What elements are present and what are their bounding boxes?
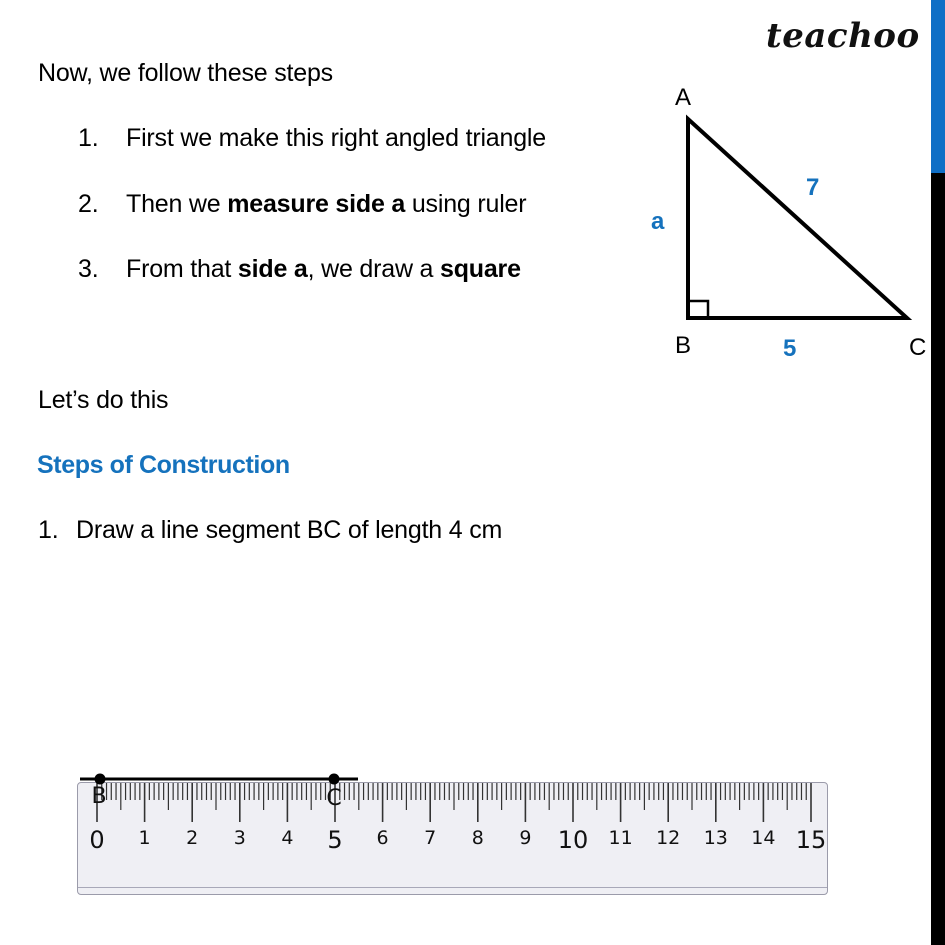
intro-line: Now, we follow these steps [38, 59, 333, 87]
construction-heading: Steps of Construction [37, 451, 290, 479]
text: From that [126, 255, 238, 283]
side-label-ab: a [651, 208, 665, 235]
bold-text: square [440, 255, 521, 283]
lets-do-this-text: Let’s do this [38, 386, 169, 414]
vertex-label-b: B [675, 332, 692, 359]
ruler-label: 1 [138, 827, 151, 849]
ruler-label: 0 [89, 826, 105, 854]
ruler-label: 4 [281, 827, 294, 849]
ruler-label: 7 [424, 827, 437, 849]
ruler-label: 15 [795, 826, 827, 854]
point-label-b: B [91, 784, 107, 809]
bold-text: side a [237, 255, 308, 283]
point-b-dot [95, 774, 106, 785]
ruler-label: 13 [703, 827, 728, 849]
ruler-label: 14 [751, 827, 776, 849]
vertex-label-c: C [909, 334, 927, 361]
ruler-label: 11 [608, 827, 633, 849]
side-label-bc: 5 [783, 335, 797, 362]
list-item-number: 3. [78, 255, 99, 283]
text: , we draw a [307, 255, 440, 283]
ruler-label: 10 [557, 826, 589, 854]
construction-step-text: Draw a line segment BC of length 4 cm [76, 516, 503, 544]
text: using ruler [405, 190, 527, 218]
bold-text: measure side a [227, 190, 406, 218]
list-item-number: 1. [78, 124, 99, 152]
ruler-label: 8 [471, 827, 484, 849]
ruler-label: 3 [233, 827, 246, 849]
point-c-dot [329, 774, 340, 785]
text: First we make this right angled triangle [126, 124, 546, 152]
construction-step-number: 1. [38, 516, 59, 544]
ruler-label: 5 [327, 826, 343, 854]
list-item-number: 2. [78, 190, 99, 218]
text: Then we [126, 190, 228, 218]
vertex-label-a: A [675, 84, 692, 111]
ruler-label: 9 [519, 827, 532, 849]
ruler-label: 2 [186, 827, 199, 849]
point-label-c: C [326, 786, 342, 811]
ruler-label: 6 [376, 827, 389, 849]
side-label-ac: 7 [806, 174, 820, 201]
teachoo-logo: teachoo [766, 16, 920, 56]
ruler-label: 12 [656, 827, 681, 849]
